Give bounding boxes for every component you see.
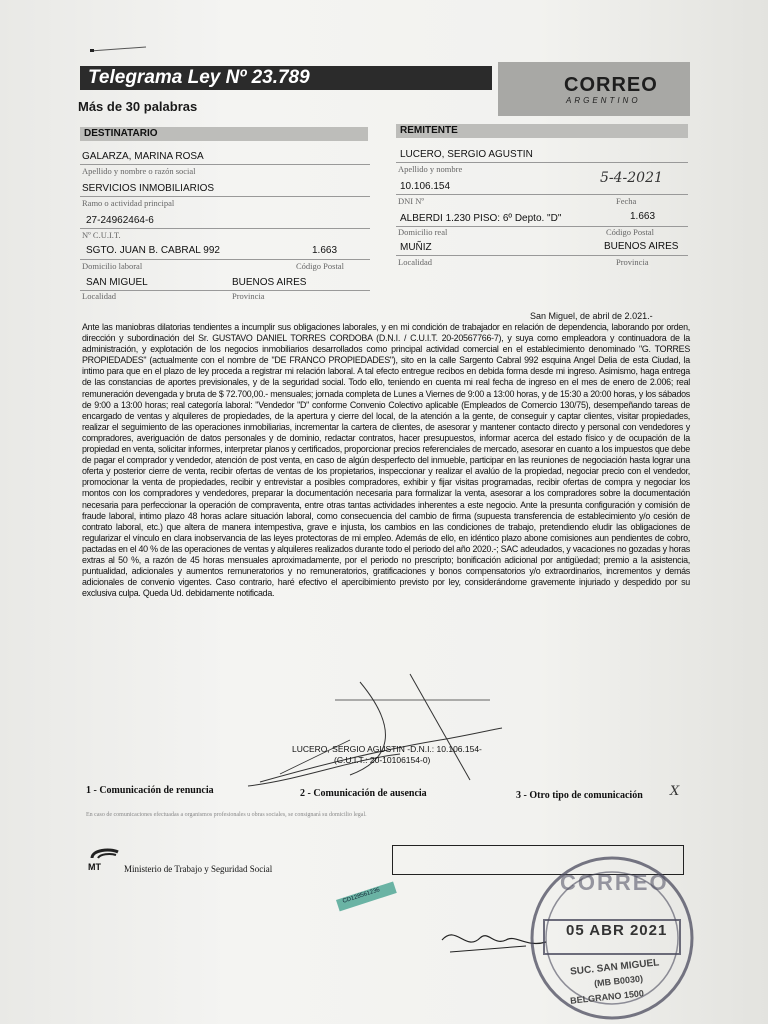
remitente-city: MUÑIZ	[400, 242, 432, 253]
telegram-body	[82, 322, 690, 599]
place-date: San Miguel, de abril de 2.021.-	[530, 311, 653, 321]
remitente-date-label: Fecha	[616, 196, 637, 206]
remitente-address-label: Domicilio real	[398, 227, 448, 237]
divider	[396, 162, 688, 163]
remitente-heading: REMITENTE	[396, 124, 688, 138]
logo-main-text: CORREO	[564, 74, 658, 96]
telegram-subtitle: Más de 30 palabras	[78, 99, 198, 114]
logo-sub-text: ARGENTINO	[566, 96, 641, 105]
destinatario-name-label: Apellido y nombre o razón social	[82, 166, 196, 176]
stamp-bottom: BELGRANO 1500	[569, 988, 645, 1006]
divider	[396, 194, 688, 195]
destinatario-province-label: Provincia	[232, 291, 265, 301]
divider	[396, 255, 688, 256]
handwritten-date: 5-4-2021	[600, 170, 663, 186]
signature-scribble	[240, 670, 520, 800]
option-otro: 3 - Otro tipo de comunicación	[516, 790, 643, 801]
signature-line-2: (C.U.I.T.: 20-10106154-0)	[334, 755, 431, 765]
destinatario-postal-label: Código Postal	[296, 261, 344, 271]
divider	[80, 196, 370, 197]
remitente-postal-label: Código Postal	[606, 227, 654, 237]
destinatario-address-label: Domicilio laboral	[82, 261, 143, 271]
telegram-title: Telegrama Ley Nº 23.789	[80, 66, 492, 90]
remitente-name: LUCERO, SERGIO AGUSTIN	[400, 149, 533, 160]
remitente-postal: 1.663	[630, 211, 656, 222]
destinatario-city: SAN MIGUEL	[86, 277, 148, 288]
destinatario-city-label: Localidad	[82, 291, 116, 301]
remitente-dni-label: DNI Nº	[398, 196, 425, 206]
stamp-office: SUC. SAN MIGUEL	[569, 957, 660, 978]
remitente-province-label: Provincia	[616, 257, 649, 267]
ministry-logo-icon	[88, 846, 122, 862]
remitente-address: ALBERDI 1.230 PISO: 6º Depto. "D"	[400, 213, 562, 224]
destinatario-activity: SERVICIOS INMOBILIARIOS	[82, 183, 215, 194]
stamp-code: (MB B0030)	[593, 973, 644, 989]
divider	[80, 228, 370, 229]
signature-line-1: LUCERO, SERGIO AGUSTIN -D.N.I.: 10.106.154-	[292, 744, 482, 754]
destinatario-cuit: 27-24962464-6	[86, 215, 154, 226]
destinatario-cuit-label: Nº C.U.I.T.	[82, 230, 121, 240]
destinatario-province: BUENOS AIRES	[232, 277, 307, 288]
remitente-dni: 10.106.154	[400, 181, 451, 192]
ministry-abbr: MT	[88, 862, 101, 872]
remitente-province: BUENOS AIRES	[604, 241, 679, 252]
destinatario-name: GALARZA, MARINA ROSA	[82, 151, 204, 162]
body-paragraph: Ante las maniobras dilatorias tendientes a incumplir sus obligaciones laborales, y en mi condición de trabajador en relación de dependencia, laborando por orden, dirección y subordinación del Sr. GUSTAVO DANIEL TORRES CORDOBA (D.N.I. / C.U.I.T. 20-20567766-7), y suya como empleadora y continuadora de la administración, y explotación de los negocios inmobiliarios desarrollados como principal actividad comercial en el establecimiento denominado "G. TORRES PROPIEDADES" (actualmente con el nombre de "DE FRANCO PROPIEDADES"), sito en la calle Sargento Cabral 992 esquina Angel Delia de esta Ciudad, la intimo para que en el plazo de ley proceda a registrar mi relación laboral. A tal efecto entregue recibos en debida forma desde mi ingreso. Asimismo, haga entrega de las constancias de aportes previsionales, y de la seguridad social. Todo ello, teniendo en cuenta mi real fecha de ingreso en el mes de enero de 2.006; real remuneración devengada y bruta de $ 72.700,00.- mensuales; jornada completa de Lunes a Viernes de 9:00 a 13:00 horas, y de 15:30 a 20:00 horas, y los sábados de 9:00 a 13:00 horas; real categoría laboral: "Vendedor "D" conforme Convenio Colectivo aplicable (Empleados de Comercio 130/75), desempeñando tareas de encargado de ventas y alquileres de propiedades, de la apertura y cierre del local, de la atención a la gente, de conseguir y captar clientes, visitar propiedades, realizar el seguimiento de las operaciones inmobiliarias, incrementar la cartera de clientes, de asesorar y mantener contacto directo y personal con vendedores y compradores, averiguación de datos personales y de dominio, redactar contratos, hacer presupuestos, informar acerca del estado físico y de ocupación de la propiedad en venta, solicitar informes, interpretar planos y certificados, proporcionar precios referenciales de mercado, asesorar en cuanto a los impuestos que debe de pagar el comprador y vendedor, atención de post venta, en caso de algún desperfecto del inmueble, participar en las reuniones de negociación hasta lograr una oferta y posterior cierre de venta, recibir ofertas de ventas de los propietarios, inspeccionar y realizar el avalúo de la propiedad, negociar precio con el vendedor, promocionar la venta de propiedades, recibir y entrevistar a posibles compradores, exhibir y fijar visitas programadas, recibir ofertas de compra y negociar los montos con los compradores y vendedores, preparar la documentación necesaria para formalizar la venta, asesorar a los compradores sobre la documentación necesaria para perfeccionar la operación de compraventa, entre otras tantas actividades inherentes a este negocio. Ante la presunta configuración y comisión de fraude laboral, intimo plazo 48 horas aclare situación laboral, como consecuencia del cambio de firma (supuesta transferencia de establecimiento y/o cesión de contrato laboral, etc.) que altera de manera intempestiva, grave e injusta, los cambios en las condiciones de trabajo, pretendiendo eludir las obligaciones de regularizar el vínculo en clara inobservancia de las leyes protectoras de mi empleo. Además de ello, en idéntico plazo abone comisiones aun pendientes de cobro, pactadas en el 40 % de las operaciones de ventas y alquileres realizados durante todo el periodo del año 2020.-; SAC adeudados, y vacaciones no gozadas y horas extras al 50 %, a razón de 45 horas mensuales aproximadamente, por el periodo no prescripto; bonificación adicional por antigüedad; premio a la asistencia, puntualidad, adicionales y aumentos remuneratorios y no remuneratorios, gratificaciones y bonos compensatorios y/o extraordinarios, incrementos y demás adicionales de convenio vigentes. Caso contrario, haré efectivo el apercibimiento previsto por ley, considerándome gravemente injuriado y despedido por su exclusiva culpa. Queda Ud. debidamente notificada.	[82, 322, 690, 599]
stamp-date: 05 ABR 2021	[566, 922, 668, 939]
destinatario-activity-label: Ramo o actividad principal	[82, 198, 175, 208]
ministry-name: Ministerio de Trabajo y Seguridad Social	[124, 864, 273, 874]
correo-argentino-logo	[498, 62, 690, 116]
divider	[80, 164, 370, 165]
divider	[80, 259, 370, 260]
tracking-tag	[336, 881, 397, 911]
option-renuncia: 1 - Comunicación de renuncia	[86, 785, 214, 796]
pen-mark	[88, 44, 148, 54]
destinatario-address: SGTO. JUAN B. CABRAL 992	[86, 245, 220, 256]
footer-note: En caso de comunicaciones efectuadas a organismos profesionales u obras sociales, se consignará su domicilio legal.	[86, 812, 367, 818]
divider	[80, 290, 370, 291]
option-ausencia: 2 - Comunicación de ausencia	[300, 788, 427, 799]
destinatario-heading: DESTINATARIO	[80, 127, 368, 141]
stamp-brand: CORREO	[560, 870, 669, 895]
destinatario-postal: 1.663	[312, 245, 338, 256]
option-otro-mark: X	[670, 784, 680, 799]
remitente-city-label: Localidad	[398, 257, 432, 267]
tracking-tag-text: CD128561236	[342, 887, 381, 905]
remitente-name-label: Apellido y nombre	[398, 164, 463, 174]
